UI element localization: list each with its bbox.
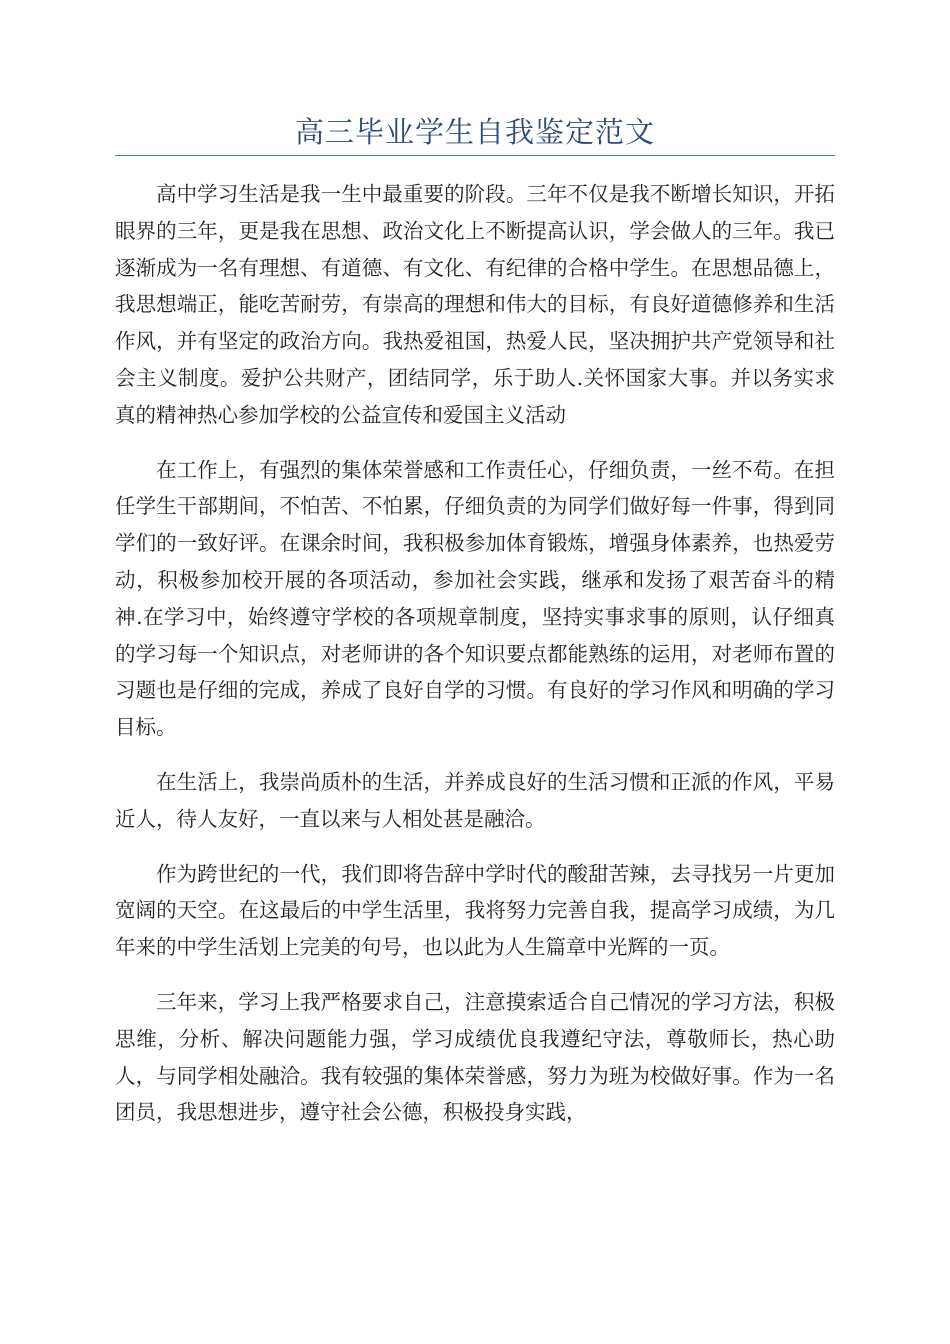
paragraph: 在工作上，有强烈的集体荣誉感和工作责任心，仔细负责，一丝不苟。在担任学生干部期间，不怕苦、不怕累，仔细负责的为同学们做好每一件事，得到同学们的一致好评。在课余时间，我积极参加体育锻炼，增强身体素养，也热爱劳动，积极参加校开展的各项活动，参加社会实践，继承和发扬了艰苦奋斗的精神.在学习中，始终遵守学校的各项规章制度，坚持实事求事的原则，认仔细真的学习每一个知识点，对老师讲的各个知识要点都能熟练的运用，对老师布置的习题也是仔细的完成，养成了良好自学的习惯。有良好的学习作风和明确的学习目标。 xyxy=(115,457,835,740)
document-title: 高三毕业学生自我鉴定范文 xyxy=(294,115,655,149)
paragraph: 在生活上，我崇尚质朴的生活，并养成良好的生活习惯和正派的作风，平易近人，待人友好，一直以来与人相处甚是融洽。 xyxy=(115,769,835,831)
paragraph: 三年来，学习上我严格要求自己，注意摸索适合自己情况的学习方法，积极思维，分析、解决问题能力强，学习成绩优良我遵纪守法，尊敬师长，热心助人，与同学相处融洽。我有较强的集体荣誉感，努力为班为校做好事。作为一名团员，我思想进步，遵守社会公德，积极投身实践， xyxy=(115,989,835,1125)
paragraph: 高中学习生活是我一生中最重要的阶段。三年不仅是我不断增长知识，开拓眼界的三年，更是我在思想、政治文化上不断提高认识，学会做人的三年。我已逐渐成为一名有理想、有道德、有文化、有纪律的合格中学生。在思想品德上，我思想端正，能吃苦耐劳，有崇高的理想和伟大的目标，有良好道德修养和生活作风，并有坚定的政治方向。我热爱祖国，热爱人民，坚决拥护共产党领导和社会主义制度。爱护公共财产，团结同学，乐于助人.关怀国家大事。并以务实求真的精神热心参加学校的公益宣传和爱国主义活动 xyxy=(115,182,835,427)
title-underline xyxy=(115,155,835,156)
paragraph: 作为跨世纪的一代，我们即将告辞中学时代的酸甜苦辣，去寻找另一片更加宽阔的天空。在这最后的中学生活里，我将努力完善自我，提高学习成绩，为几年来的中学生活划上完美的句号，也以此为人生篇章中光辉的一页。 xyxy=(115,861,835,960)
document-body xyxy=(115,176,835,1149)
